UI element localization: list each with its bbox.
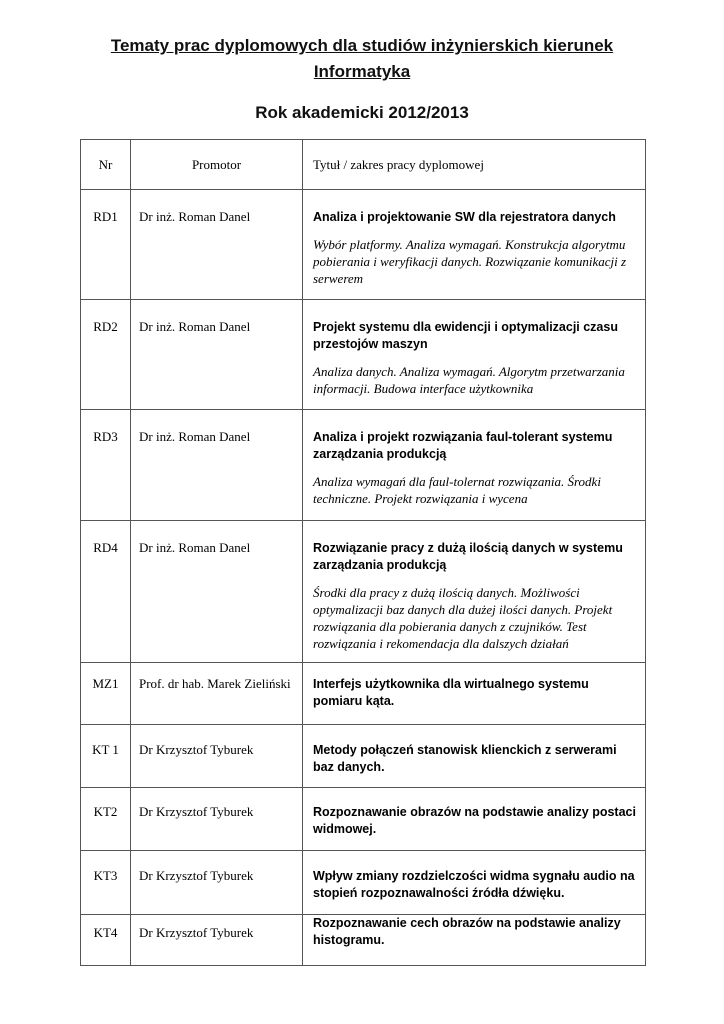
topic-title: Rozwiązanie pracy z dużą ilością danych w systemu zarządzania produkcją: [313, 541, 623, 572]
topic-title: Metody połączeń stanowisk klienckich z serwerami baz danych.: [313, 743, 617, 774]
row-nr: RD2: [81, 300, 131, 410]
topic-title: Analiza i projektowanie SW dla rejestratora danych: [313, 210, 616, 224]
row-nr: KT 1: [81, 725, 131, 788]
table-header-row: [81, 140, 646, 190]
table-row: [81, 788, 646, 851]
row-nr: RD3: [81, 410, 131, 521]
row-topic: [303, 190, 646, 300]
row-topic: [303, 851, 646, 915]
row-topic: [303, 915, 646, 966]
row-promotor: Dr Krzysztof Tyburek: [131, 851, 303, 915]
row-topic: [303, 663, 646, 725]
topic-description: Analiza wymagań dla faul-tolernat rozwiązania. Środki techniczne. Projekt rozwiązania i wycena: [313, 474, 601, 506]
table-row: [81, 725, 646, 788]
thesis-topics-table: [80, 139, 646, 966]
row-topic: [303, 788, 646, 851]
row-nr: KT2: [81, 788, 131, 851]
column-header-title: Tytuł / zakres pracy dyplomowej: [303, 140, 646, 190]
row-nr: RD4: [81, 521, 131, 663]
row-topic: [303, 521, 646, 663]
table-row: [81, 190, 646, 300]
row-promotor: Dr inż. Roman Danel: [131, 410, 303, 521]
column-header-promotor: Promotor: [131, 140, 303, 190]
table-row: [81, 663, 646, 725]
topic-title: Interfejs użytkownika dla wirtualnego systemu pomiaru kąta.: [313, 677, 589, 708]
column-header-nr: Nr: [81, 140, 131, 190]
topic-title: Analiza i projekt rozwiązania faul-tolerant systemu zarządzania produkcją: [313, 430, 613, 461]
document-title-line-2: Informatyka: [313, 62, 411, 81]
row-nr: MZ1: [81, 663, 131, 725]
topic-title: Projekt systemu dla ewidencji i optymalizacji czasu przestojów maszyn: [313, 320, 618, 351]
topic-description: Środki dla pracy z dużą ilością danych. Możliwości optymalizacji baz danych dla dużej ilości danych. Projekt rozwiązania dla pobierania danych z czujników. Test rozwiązania i rekomendacja dla dalszych działań: [313, 585, 613, 651]
row-topic: [303, 410, 646, 521]
topic-title: Rozpoznawanie cech obrazów na podstawie analizy histogramu.: [313, 916, 621, 947]
topic-title: Rozpoznawanie obrazów na podstawie analizy postaci widmowej.: [313, 805, 636, 836]
document-title-line-1: Tematy prac dyplomowych dla studiów inżynierskich kierunek: [110, 36, 614, 55]
table-row: [81, 851, 646, 915]
row-promotor: Prof. dr hab. Marek Zieliński: [131, 663, 303, 725]
row-topic: [303, 725, 646, 788]
table-row: [81, 410, 646, 521]
row-nr: KT3: [81, 851, 131, 915]
table-row: [81, 521, 646, 663]
row-promotor: Dr Krzysztof Tyburek: [131, 788, 303, 851]
row-promotor: Dr inż. Roman Danel: [131, 521, 303, 663]
academic-year-heading: Rok akademicki 2012/2013: [255, 103, 469, 122]
table-row: [81, 915, 646, 966]
table-row: [81, 300, 646, 410]
row-promotor: Dr inż. Roman Danel: [131, 190, 303, 300]
row-topic: [303, 300, 646, 410]
topic-title: Wpływ zmiany rozdzielczości widma sygnału audio na stopień rozpoznawalności źródła dźwięku.: [313, 869, 635, 900]
topic-description: Analiza danych. Analiza wymagań. Algorytm przetwarzania informacji. Budowa interface użytkownika: [313, 364, 625, 396]
row-promotor: Dr Krzysztof Tyburek: [131, 915, 303, 966]
row-nr: KT4: [81, 915, 131, 966]
row-promotor: Dr inż. Roman Danel: [131, 300, 303, 410]
topic-description: Wybór platformy. Analiza wymagań. Konstrukcja algorytmu pobierania i weryfikacji danych. Rozwiązanie komunikacji z serwerem: [313, 237, 627, 286]
row-nr: RD1: [81, 190, 131, 300]
row-promotor: Dr Krzysztof Tyburek: [131, 725, 303, 788]
